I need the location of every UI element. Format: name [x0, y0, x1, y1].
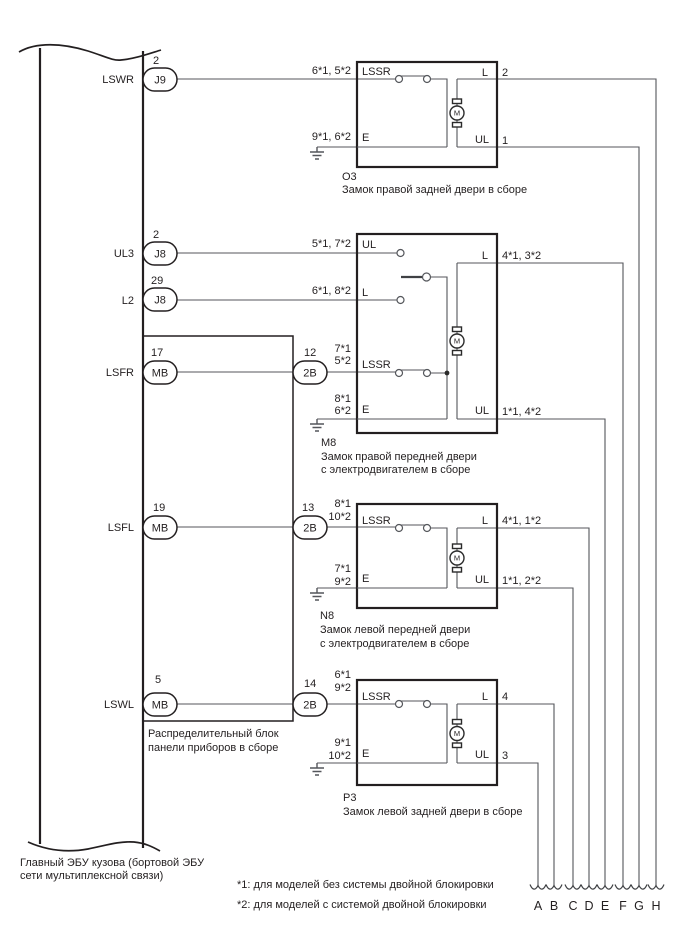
footnotes	[237, 879, 494, 911]
label-m8-gnd-2: 6*2	[334, 405, 351, 417]
m8-motor-brush-bottom	[453, 351, 462, 356]
n8-motor-letter: M	[453, 553, 461, 563]
ecu-label-line1: Главный ЭБУ кузова (бортовой ЭБУ	[20, 857, 205, 869]
m8-pin-ul: UL	[474, 405, 489, 417]
label-lsfl-wire-1: 8*1	[334, 498, 351, 510]
o3-out-ul-pin: 1	[502, 135, 509, 147]
connector-mb-lswl-code: MB	[151, 699, 169, 712]
n8-pin-l: L	[481, 515, 488, 527]
p3-switch-contact-2	[424, 701, 431, 708]
m8-code: M8	[321, 437, 337, 449]
label-o3-gnd-wire: 9*1, 6*2	[311, 131, 351, 143]
m8-lever-contact	[423, 273, 431, 281]
pin-2b-13: 13	[302, 502, 315, 514]
footnote-1: *1: для моделей без системы двойной блокировки	[237, 879, 494, 891]
door-lock-o3	[342, 62, 527, 196]
m8-lssr-contact-1	[396, 370, 403, 377]
break-d	[581, 885, 597, 890]
n8-pin-ul: UL	[474, 574, 489, 586]
wire-n8-ul-to-C	[457, 588, 573, 886]
o3-pin-l: L	[481, 67, 488, 79]
label-p3-gnd-1: 9*1	[334, 737, 351, 749]
output-columns	[530, 885, 664, 914]
break-g	[631, 885, 647, 890]
m8-motor-brush-top	[453, 327, 462, 332]
footnote-2: *2: для моделей с системой двойной блокировки	[237, 899, 487, 911]
p3-out-ul-pin: 3	[502, 750, 509, 762]
m8-pin-l: L	[481, 250, 488, 262]
m8-out-ul-label: 1*1, 4*2	[502, 406, 542, 418]
break-h	[648, 885, 664, 890]
connector-2b-14-code: 2B	[303, 699, 317, 712]
door-lock-m8	[321, 234, 541, 476]
wire-labels	[312, 65, 351, 762]
break-a	[530, 885, 546, 890]
p3-pin-e: E	[362, 748, 370, 760]
p3-pin-ul: UL	[474, 749, 489, 761]
m8-out-l-label: 4*1, 3*2	[502, 250, 542, 262]
connector-j8-ul3-code: J8	[154, 248, 166, 261]
p3-internal-wiring	[357, 704, 457, 763]
p3-code: P3	[343, 792, 357, 804]
n8-name-line1: Замок левой передней двери	[320, 624, 471, 636]
n8-switch-contact-2	[424, 525, 431, 532]
label-p3-gnd-2: 10*2	[328, 750, 351, 762]
signal-l2: L2	[121, 295, 134, 307]
m8-outline	[357, 234, 497, 433]
break-f	[615, 885, 631, 890]
n8-motor	[450, 544, 464, 572]
label-n8-gnd-2: 9*2	[334, 576, 351, 588]
wire-p3-l-to-B	[457, 704, 554, 886]
column-g: G	[634, 899, 644, 913]
label-l2-wire: 6*1, 8*2	[311, 285, 351, 297]
ecu-body	[19, 45, 205, 882]
o3-pin-ul: UL	[474, 134, 489, 146]
ground-p3	[310, 763, 324, 775]
break-b	[546, 885, 562, 890]
p3-out-l-pin: 4	[502, 691, 509, 703]
o3-pin-e: E	[362, 132, 370, 144]
p3-switch-contact-1	[396, 701, 403, 708]
m8-pin-e: E	[362, 404, 370, 416]
label-lswr-wire: 6*1, 5*2	[311, 65, 351, 77]
wire-o3-l-to-H	[457, 79, 656, 886]
label-lsfr-wire-1: 7*1	[334, 343, 351, 355]
connector-mb-lsfr-code: MB	[151, 367, 169, 380]
pin-lswr: 2	[153, 55, 160, 67]
connector-2b-12-code: 2B	[303, 367, 317, 380]
o3-motor-brush-bottom	[453, 123, 462, 128]
n8-motor-brush-top	[453, 544, 462, 549]
pin-ul3: 2	[153, 229, 160, 241]
column-a: A	[533, 899, 543, 913]
connector-j9-code: J9	[154, 74, 166, 87]
m8-pin-ul-in: UL	[362, 239, 377, 251]
door-lock-p3	[343, 680, 523, 818]
signal-lsfr: LSFR	[105, 367, 134, 379]
signal-lswr: LSWR	[102, 74, 134, 86]
door-lock-n8	[320, 504, 541, 650]
label-m8-gnd-1: 8*1	[334, 393, 351, 405]
m8-name-line1: Замок правой передней двери	[321, 451, 477, 463]
ground-n8	[310, 588, 324, 600]
n8-name-line2: с электродвигателем в сборе	[320, 638, 470, 650]
p3-motor	[450, 720, 464, 748]
m8-lssr-contact-2	[424, 370, 431, 377]
pin-l2: 29	[151, 275, 164, 287]
p3-motor-brush-top	[453, 720, 462, 725]
n8-out-l-label: 4*1, 1*2	[502, 515, 542, 527]
label-n8-gnd-1: 7*1	[334, 563, 351, 575]
p3-pin-lssr: LSSR	[362, 691, 391, 703]
signal-lswl: LSWL	[104, 699, 134, 711]
o3-code: O3	[342, 171, 357, 183]
column-c: C	[568, 899, 578, 913]
column-b: B	[549, 899, 559, 913]
o3-switch-contact-1	[396, 76, 403, 83]
pin-lswl: 5	[155, 674, 162, 686]
column-h: H	[651, 899, 661, 913]
n8-switch-contact-1	[396, 525, 403, 532]
connector-2b-13-code: 2B	[303, 522, 317, 535]
signal-ul3: UL3	[113, 248, 134, 260]
m8-pin-l-in: L	[362, 287, 369, 299]
break-c	[565, 885, 581, 890]
connector-j8-l2-code: J8	[154, 294, 166, 307]
label-lswl-wire-2: 9*2	[334, 682, 351, 694]
m8-l-contact	[397, 297, 404, 304]
column-f: F	[619, 899, 627, 913]
p3-motor-letter: M	[453, 729, 461, 738]
wires	[177, 79, 656, 886]
n8-internal-wiring	[357, 528, 457, 588]
m8-motor	[450, 327, 464, 355]
n8-out-ul-label: 1*1, 2*2	[502, 575, 542, 587]
o3-out-l-pin: 2	[502, 67, 509, 79]
n8-motor-brush-bottom	[453, 568, 462, 573]
break-e	[597, 885, 613, 890]
column-e: E	[600, 899, 610, 913]
o3-motor	[450, 99, 464, 127]
junction-block-name-line1: Распределительный блок	[148, 728, 279, 740]
pin-lsfl: 19	[153, 502, 166, 514]
label-lswl-wire-1: 6*1	[334, 669, 351, 681]
m8-junction-dot	[445, 371, 450, 376]
o3-name: Замок правой задней двери в сборе	[342, 184, 528, 196]
m8-name-line2: с электродвигателем в сборе	[321, 464, 471, 476]
o3-motor-brush-top	[453, 99, 462, 104]
n8-pin-lssr: LSSR	[362, 515, 391, 527]
pin-lsfr: 17	[151, 347, 164, 359]
n8-code: N8	[320, 610, 335, 622]
m8-pin-lssr: LSSR	[362, 359, 391, 371]
p3-pin-l: L	[481, 691, 488, 703]
column-d: D	[584, 899, 594, 913]
connector-mb-lsfl-code: MB	[151, 522, 169, 535]
m8-motor-letter: M	[453, 336, 461, 346]
ecu-bottom-break-line	[28, 842, 160, 851]
m8-internal-wiring	[357, 263, 457, 419]
p3-motor-brush-bottom	[453, 743, 462, 748]
junction-block	[143, 336, 293, 754]
junction-block-name-line2: панели приборов в сборе	[148, 742, 279, 754]
o3-motor-letter: M	[453, 108, 461, 118]
pin-2b-14: 14	[304, 678, 317, 690]
ecu-label-line2: сети мультиплексной связи)	[20, 870, 164, 882]
label-ul3-wire: 5*1, 7*2	[311, 238, 351, 250]
m8-ul-contact	[397, 250, 404, 257]
ground-m8	[310, 419, 324, 431]
signal-lsfl: LSFL	[107, 522, 134, 534]
p3-name: Замок левой задней двери в сборе	[343, 806, 523, 818]
pin-2b-12: 12	[304, 347, 317, 359]
label-lsfl-wire-2: 10*2	[328, 511, 351, 523]
o3-switch-contact-2	[424, 76, 431, 83]
ground-o3	[310, 147, 324, 159]
o3-pin-lssr: LSSR	[362, 66, 391, 78]
n8-pin-e: E	[362, 573, 370, 585]
label-lsfr-wire-2: 5*2	[334, 355, 351, 367]
o3-internal-wiring	[357, 79, 457, 147]
